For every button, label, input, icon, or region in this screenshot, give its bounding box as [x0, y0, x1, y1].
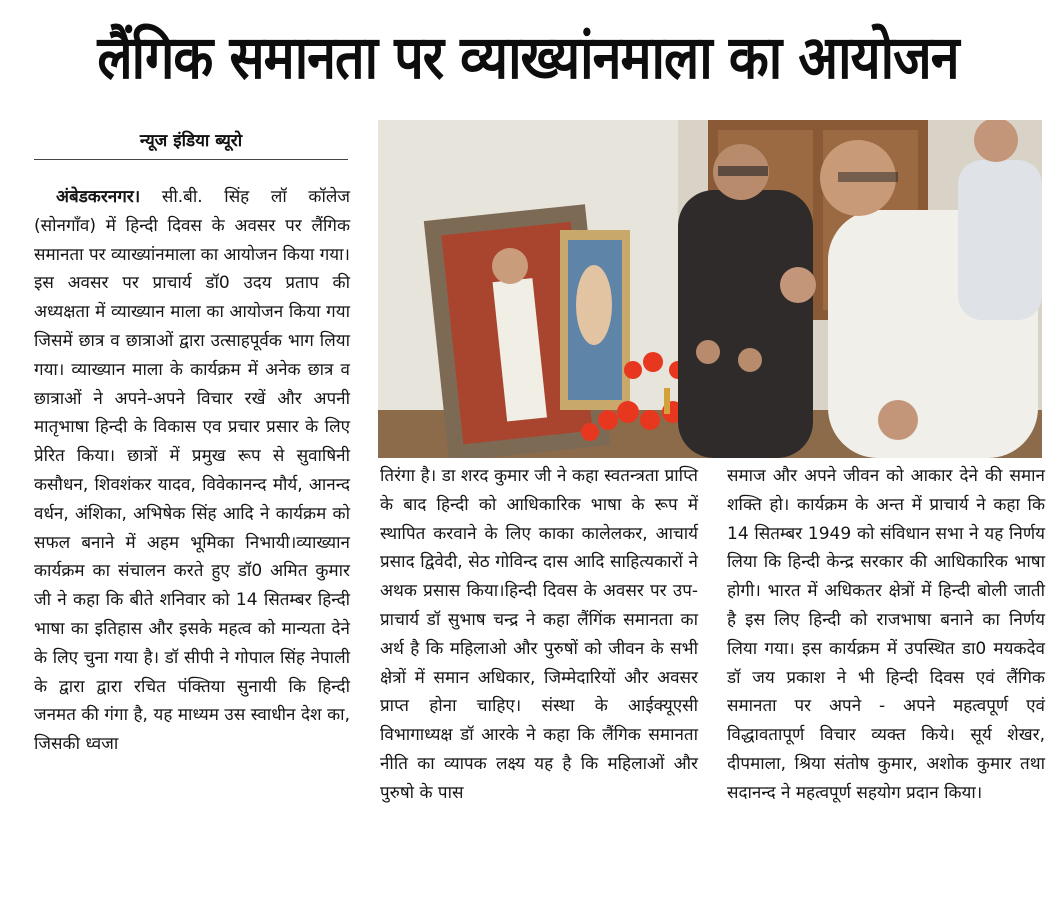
- event-photo: [378, 120, 1042, 458]
- article-column-3: [727, 462, 1045, 892]
- article-text-2: तिरंगा है। डा शरद कुमार जी ने कहा स्वतन्त्रता प्राप्ति के बाद हिन्दी को आधिकारिक भाषा के रूप में स्थापित करवाने के लिए काका कालेलकर, आचार्य प्रसाद द्विवेदी, सेठ गोविन्द दास आदि साहित्यकारों ने अथक प्रसास किया।हिन्दी दिवस के अवसर पर उप-प्राचार्य डॉ सुभाष चन्द्र ने कहा लैंगिंक समानता का अर्थ है कि महिलाओ और पुरुषों को जीवन के सभी क्षेत्रों में समान अधिकार, जिम्मेदारियों और अवसर प्राप्त होना चाहिए। संस्था के आईक्यूएसी विभागाध्यक्ष डॉ आरके ने कहा कि लैंगिक समानता नीति का व्यापक लक्ष्य यह है कि महिलाओं और पुरुषो के पास: [380, 466, 698, 803]
- article-column-2: [380, 462, 698, 892]
- article-text-1: सी.बी. सिंह लॉ कॉलेज (सोनगाँव) में हिन्दी दिवस के अवसर पर लैंगिक समानता पर व्याख्यांनमाला का आयोजन किया गया। इस अवसर पर प्राचार्य डॉ0 उदय प्रताप की अध्यक्षता में व्याख्यान माला का आयोजन किया गया जिसमें छात्र व छात्राओं द्वारा उत्साहपूर्वक भाग लिया गया। व्याख्यान माला के कार्यक्रम में अनेक छात्र व छात्राओं ने अपने-अपने विचार रखें और अपनी मातृभाषा हिन्दी के विकास एव प्रचार प्रसार के लिए प्रेरित किया। छात्रों में प्रमुख रूप से सुवाषिनी कसौधन, शिवशंकर यादव, विवेकानन्द मौर्य, आनन्द वर्धन, अंशिका, अभिषेक सिंह आदि ने कार्यक्रम को सफल बनाने में अहम भूमिका निभायी।व्याख्यान कार्यक्रम का संचालन करते हुए डॉ0 अमित कुमार जी ने कहा कि बीते शनिवार को 14 सितम्बर हिन्दी भाषा का इतिहास और इसके महत्व को मान्यता देने के लिए चुना गया है। डॉ सीपी ने गोपाल सिंह नेपाली के द्वारा द्वारा रचित पंक्तिया सुनायी कि हिन्दी जनमत की गंगा है, यह माध्यम उस स्वाधीन देश का, जिसकी ध्वजा: [34, 187, 350, 755]
- dateline-place: अंबेडकरनगर।: [56, 187, 141, 207]
- byline: न्यूज इंडिया ब्यूरो: [34, 128, 348, 160]
- article-text-3: समाज और अपने जीवन को आकार देने की समान शक्ति हो। कार्यक्रम के अन्त में प्राचार्य ने कहा कि 14 सितम्बर 1949 को संविधान सभा ने यह निर्णय लिया कि हिन्दी केन्द्र सरकार की आधिकारिक भाषा होगी। भारत में अधिकतर क्षेत्रों में हिन्दी बोली जाती है इस लिए हिन्दी को राजभाषा बनाने का निर्णय लिया गया। इस कार्यक्रम में उपस्थित डा0 मयकदेव डॉ जय प्रकाश ने भी हिन्दी दिवस एवं लैंगिक समानता पर अपने - अपने महत्वपूर्ण एवं विद्धावतापूर्ण विचार व्यक्त किये। सूर्य शेखर, दीपमाला, श्रिया संतोष कुमार, अशोक कुमार तथा सदानन्द ने महत्वपूर्ण सहयोग प्रदान किया।: [727, 466, 1045, 803]
- headline: लैंगिक समानता पर व्याख्यांनमाला का आयोजन: [97, 23, 959, 93]
- article-column-1: [34, 183, 350, 893]
